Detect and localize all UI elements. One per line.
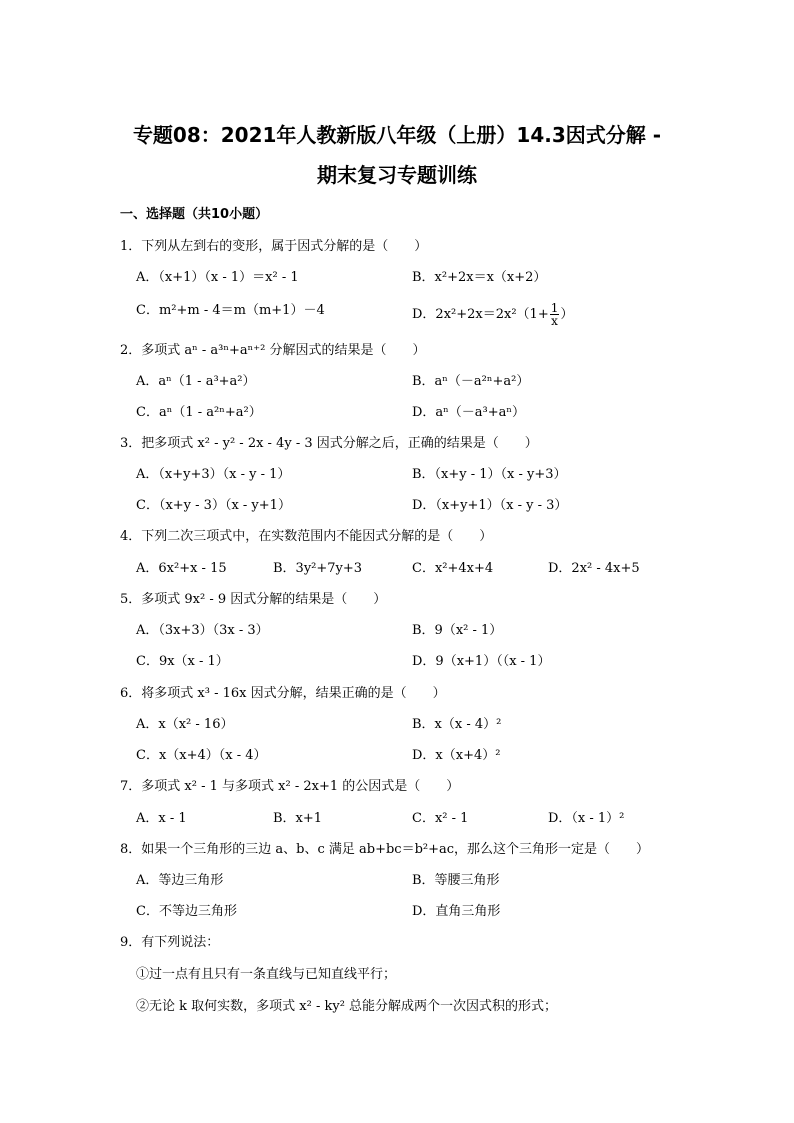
question-4-option-c: C．x²+4x+4 — [412, 561, 494, 576]
question-8-option-a: A．等边三角形 — [136, 873, 224, 888]
fraction — [550, 302, 560, 327]
question-3-option-b: B．（x+y - 1）（x - y+3） — [412, 467, 567, 482]
section-heading: 一、选择题（共10小题） — [120, 207, 269, 222]
question-2-option-b: B．aⁿ（－a²ⁿ+a²） — [412, 374, 530, 389]
question-9-item-1: ①过一点有且只有一条直线与已知直线平行； — [136, 967, 397, 982]
question-3-option-a: A．（x+y+3）（x - y - 1） — [136, 467, 291, 482]
document-title-line-2: 期末复习专题训练 — [317, 163, 477, 187]
question-5-stem: 5．多项式 9x² - 9 因式分解的结果是（ ） — [120, 592, 387, 607]
question-6-option-c: C．x（x+4）（x - 4） — [136, 748, 267, 763]
question-8-stem: 8．如果一个三角形的三边 a、b、c 满足 ab+bc＝b²+ac，那么这个三角形一定是（ ） — [120, 842, 650, 857]
question-7-option-c: C．x² - 1 — [412, 811, 469, 826]
question-1-option-d-close: ） — [560, 307, 574, 322]
question-2-stem: 2．多项式 aⁿ - a³ⁿ+aⁿ⁺² 分解因式的结果是（ ） — [120, 343, 426, 358]
question-4-stem: 4．下列二次三项式中，在实数范围内不能因式分解的是（ ） — [120, 529, 493, 544]
question-9-item-2: ②无论 k 取何实数，多项式 x² - ky² 总能分解成两个一次因式积的形式； — [136, 999, 558, 1014]
question-6-option-a: A．x（x² - 16） — [136, 717, 234, 732]
question-6-option-b: B．x（x - 4）² — [412, 717, 502, 732]
question-1-stem: 1．下列从左到右的变形，属于因式分解的是（ ） — [120, 239, 428, 254]
question-3-option-c: C．（x+y - 3）（x - y+1） — [136, 498, 291, 513]
question-5-option-a: A．（3x+3）（3x - 3） — [136, 623, 269, 638]
question-8-option-c: C．不等边三角形 — [136, 904, 237, 919]
question-1-option-a: A．（x+1）（x - 1）＝x² - 1 — [136, 270, 299, 285]
question-2-option-a: A．aⁿ（1 - a³+a²） — [136, 374, 256, 389]
question-7-option-a: A．x - 1 — [136, 811, 187, 826]
question-1-option-d — [412, 302, 573, 327]
question-5-option-c: C．9x（x - 1） — [136, 654, 229, 669]
question-8-option-b: B．等腰三角形 — [412, 873, 500, 888]
question-4-option-a: A．6x²+x - 15 — [136, 561, 227, 576]
fraction-numerator: 1 — [550, 301, 559, 315]
question-6-option-d: D．x（x+4）² — [412, 748, 501, 763]
question-7-option-d: D．（x - 1）² — [548, 811, 625, 826]
fraction-denominator: x — [551, 314, 558, 328]
document-title-line-1: 专题08：2021年人教新版八年级（上册）14.3因式分解 - — [132, 123, 662, 147]
question-9-stem: 9．有下列说法： — [120, 935, 220, 950]
question-1-option-d-text: D．2x²+2x＝2x²（1+ — [412, 307, 549, 322]
question-3-stem: 3．把多项式 x² - y² - 2x - 4y - 3 因式分解之后，正确的结果是（ ） — [120, 436, 538, 451]
question-8-option-d: D．直角三角形 — [412, 904, 501, 919]
question-4-option-b: B．3y²+7y+3 — [273, 561, 363, 576]
question-2-option-d: D．aⁿ（－a³+aⁿ） — [412, 405, 526, 420]
question-5-option-d: D．9（x+1）（（x - 1） — [412, 654, 551, 669]
question-7-stem: 7．多项式 x² - 1 与多项式 x² - 2x+1 的公因式是（ ） — [120, 779, 460, 794]
question-1-option-b: B．x²+2x＝x（x+2） — [412, 270, 547, 285]
question-4-option-d: D．2x² - 4x+5 — [548, 561, 640, 576]
question-5-option-b: B．9（x² - 1） — [412, 623, 503, 638]
question-7-option-b: B．x+1 — [273, 811, 323, 826]
question-3-option-d: D．（x+y+1）（x - y - 3） — [412, 498, 568, 513]
question-1-option-c: C．m²+m - 4＝m（m+1）－4 — [136, 303, 325, 318]
question-2-option-c: C．aⁿ（1 - a²ⁿ+a²） — [136, 405, 262, 420]
question-6-stem: 6．将多项式 x³ - 16x 因式分解，结果正确的是（ ） — [120, 686, 446, 701]
